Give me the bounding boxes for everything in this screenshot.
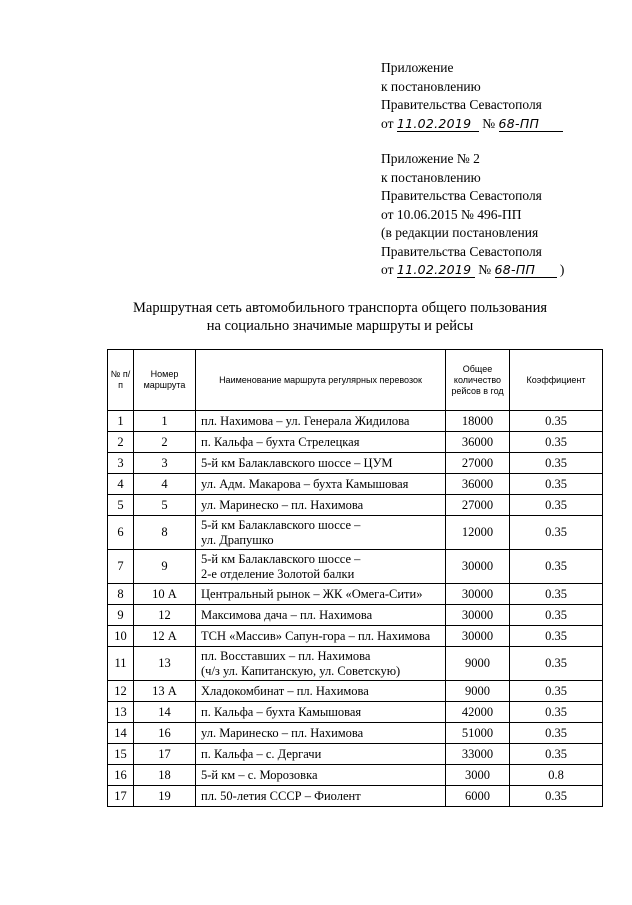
table-row (108, 411, 603, 432)
table-row (108, 584, 603, 605)
cell-route-name (196, 786, 446, 807)
route-name-line-2: ул. Драпушко (201, 532, 274, 547)
table-row (108, 647, 603, 681)
cell-num: 7 (108, 550, 134, 584)
cell-num: 11 (108, 647, 134, 681)
route-name-line-1: пл. 50-летия СССР – Фиолент (201, 788, 361, 803)
cell-num: 16 (108, 765, 134, 786)
appendix-header-1 (381, 59, 621, 133)
cell-route-name (196, 550, 446, 584)
cell-route-number: 2 (134, 432, 196, 453)
route-name-line-1: п. Кальфа – бухта Камышовая (201, 704, 362, 719)
cell-coefficient: 0.35 (510, 647, 603, 681)
route-name-line-1: п. Кальфа – бухта Стрелецкая (201, 434, 360, 449)
cell-route-name (196, 765, 446, 786)
cell-trips: 18000 (446, 411, 510, 432)
cell-route-number: 12 (134, 605, 196, 626)
cell-trips: 42000 (446, 702, 510, 723)
route-name-line-1: п. Кальфа – с. Дергачи (201, 746, 322, 761)
cell-route-number: 5 (134, 495, 196, 516)
document-title (60, 299, 620, 335)
header-num: № п/п (108, 350, 134, 411)
cell-trips: 27000 (446, 453, 510, 474)
cell-route-name (196, 432, 446, 453)
cell-num: 5 (108, 495, 134, 516)
cell-trips: 9000 (446, 647, 510, 681)
cell-coefficient: 0.35 (510, 786, 603, 807)
handwritten-number: 68-ПП (499, 117, 563, 132)
cell-route-number: 1 (134, 411, 196, 432)
table-row (108, 744, 603, 765)
route-name-line-1: 5-й км Балаклавского шоссе – (201, 517, 361, 532)
cell-coefficient: 0.35 (510, 453, 603, 474)
cell-trips: 30000 (446, 584, 510, 605)
header-trips: Общее количество рейсов в год (446, 350, 510, 411)
title-line-1: Маршрутная сеть автомобильного транспорта общего пользования (133, 300, 547, 316)
route-name-line-1: 5-й км Балаклавского шоссе – ЦУМ (201, 455, 393, 470)
cell-trips: 3000 (446, 765, 510, 786)
cell-num: 6 (108, 516, 134, 550)
cell-coefficient: 0.35 (510, 723, 603, 744)
cell-num: 3 (108, 453, 134, 474)
table-row (108, 786, 603, 807)
cell-coefficient: 0.35 (510, 744, 603, 765)
close-paren: ) (559, 262, 565, 277)
appendix-1-line-2: к постановлению (381, 78, 481, 94)
appendix-2-date-line (381, 261, 621, 280)
cell-route-number: 9 (134, 550, 196, 584)
table-row (108, 626, 603, 647)
table-row (108, 474, 603, 495)
cell-route-name (196, 584, 446, 605)
cell-coefficient: 0.35 (510, 550, 603, 584)
cell-route-name (196, 474, 446, 495)
appendix-1-line-3: Правительства Севастополя (381, 97, 542, 112)
table-row (108, 765, 603, 786)
table-row (108, 550, 603, 584)
cell-coefficient: 0.35 (510, 495, 603, 516)
cell-num: 9 (108, 605, 134, 626)
cell-num: 15 (108, 744, 134, 765)
cell-num: 12 (108, 681, 134, 702)
route-name-line-1: ул. Адм. Макарова – бухта Камышовая (201, 476, 409, 491)
cell-coefficient: 0.35 (510, 474, 603, 495)
cell-route-name (196, 681, 446, 702)
cell-route-number: 13 А (134, 681, 196, 702)
cell-route-number: 14 (134, 702, 196, 723)
cell-route-name (196, 605, 446, 626)
cell-trips: 36000 (446, 474, 510, 495)
handwritten-date: 11.02.2019 (397, 263, 475, 278)
appendix-2-line-6: Правительства Севастополя (381, 243, 542, 259)
cell-route-name (196, 723, 446, 744)
cell-trips: 12000 (446, 516, 510, 550)
cell-coefficient: 0.8 (510, 765, 603, 786)
number-label: № (478, 262, 492, 277)
cell-num: 2 (108, 432, 134, 453)
route-name-line-2: 2-е отделение Золотой балки (201, 566, 355, 581)
cell-route-number: 13 (134, 647, 196, 681)
table-row (108, 495, 603, 516)
cell-coefficient: 0.35 (510, 411, 603, 432)
cell-num: 17 (108, 786, 134, 807)
cell-route-number: 4 (134, 474, 196, 495)
title-line-2: на социально значимые маршруты и рейсы (206, 318, 474, 334)
route-name-line-1: Хладокомбинат – пл. Нахимова (201, 683, 369, 698)
appendix-1-line-1: Приложение (381, 60, 454, 75)
cell-trips: 30000 (446, 550, 510, 584)
route-name-line-1: пл. Восставших – пл. Нахимова (201, 648, 371, 663)
cell-route-number: 16 (134, 723, 196, 744)
cell-trips: 9000 (446, 681, 510, 702)
appendix-2-line-3: Правительства Севастополя (381, 188, 542, 203)
cell-route-name (196, 453, 446, 474)
cell-route-number: 8 (134, 516, 196, 550)
appendix-2-line-1: Приложение № 2 (381, 151, 480, 166)
cell-route-number: 12 А (134, 626, 196, 647)
appendix-2-line-5: (в редакции постановления (381, 225, 539, 240)
cell-coefficient: 0.35 (510, 702, 603, 723)
cell-route-name (196, 744, 446, 765)
table-row (108, 681, 603, 702)
cell-num: 13 (108, 702, 134, 723)
cell-route-number: 10 А (134, 584, 196, 605)
from-label: от (381, 115, 394, 131)
table-row (108, 605, 603, 626)
route-name-line-1: Максимова дача – пл. Нахимова (201, 607, 373, 622)
cell-num: 10 (108, 626, 134, 647)
table-row (108, 432, 603, 453)
cell-route-number: 18 (134, 765, 196, 786)
from-label: от (381, 262, 394, 277)
route-name-line-1: ул. Маринеско – пл. Нахимова (201, 725, 364, 740)
appendix-1-date-line (381, 115, 621, 134)
cell-route-name (196, 411, 446, 432)
cell-route-number: 19 (134, 786, 196, 807)
route-name-line-1: 5-й км Балаклавского шоссе – (201, 551, 361, 566)
cell-trips: 30000 (446, 605, 510, 626)
cell-num: 8 (108, 584, 134, 605)
cell-trips: 33000 (446, 744, 510, 765)
header-route-number: Номер маршрута (134, 350, 196, 411)
cell-coefficient: 0.35 (510, 626, 603, 647)
cell-route-name (196, 702, 446, 723)
cell-coefficient: 0.35 (510, 432, 603, 453)
cell-trips: 36000 (446, 432, 510, 453)
appendix-header-2 (381, 150, 621, 280)
route-name-line-2: (ч/з ул. Капитанскую, ул. Советскую) (201, 663, 401, 678)
table-row (108, 516, 603, 550)
appendix-2-line-2: к постановлению (381, 169, 481, 185)
handwritten-date: 11.02.2019 (397, 117, 479, 132)
appendix-2-line-4: от 10.06.2015 № 496-ПП (381, 206, 522, 222)
cell-trips: 27000 (446, 495, 510, 516)
cell-trips: 51000 (446, 723, 510, 744)
number-label: № (482, 115, 496, 131)
cell-route-name (196, 495, 446, 516)
cell-num: 4 (108, 474, 134, 495)
cell-route-name (196, 647, 446, 681)
route-name-line-1: пл. Нахимова – ул. Генерала Жидилова (201, 413, 410, 428)
cell-route-name (196, 516, 446, 550)
cell-route-number: 3 (134, 453, 196, 474)
route-name-line-1: ул. Маринеско – пл. Нахимова (201, 497, 364, 512)
cell-coefficient: 0.35 (510, 605, 603, 626)
cell-trips: 30000 (446, 626, 510, 647)
route-name-line-1: 5-й км – с. Морозовка (201, 767, 318, 782)
table-row (108, 702, 603, 723)
table-row (108, 453, 603, 474)
cell-coefficient: 0.35 (510, 516, 603, 550)
cell-num: 14 (108, 723, 134, 744)
route-name-line-1: Центральный рынок – ЖК «Омега-Сити» (201, 586, 423, 601)
routes-table (107, 349, 603, 807)
cell-route-name (196, 626, 446, 647)
header-route-name: Наименование маршрута регулярных перевозок (196, 350, 446, 411)
cell-route-number: 17 (134, 744, 196, 765)
table-header-row (108, 350, 603, 411)
cell-coefficient: 0.35 (510, 584, 603, 605)
cell-coefficient: 0.35 (510, 681, 603, 702)
cell-num: 1 (108, 411, 134, 432)
handwritten-number: 68-ПП (495, 263, 557, 278)
cell-trips: 6000 (446, 786, 510, 807)
route-name-line-1: ТСН «Массив» Сапун-гора – пл. Нахимова (201, 628, 431, 643)
header-coefficient: Коэффициент (510, 350, 603, 411)
table-row (108, 723, 603, 744)
